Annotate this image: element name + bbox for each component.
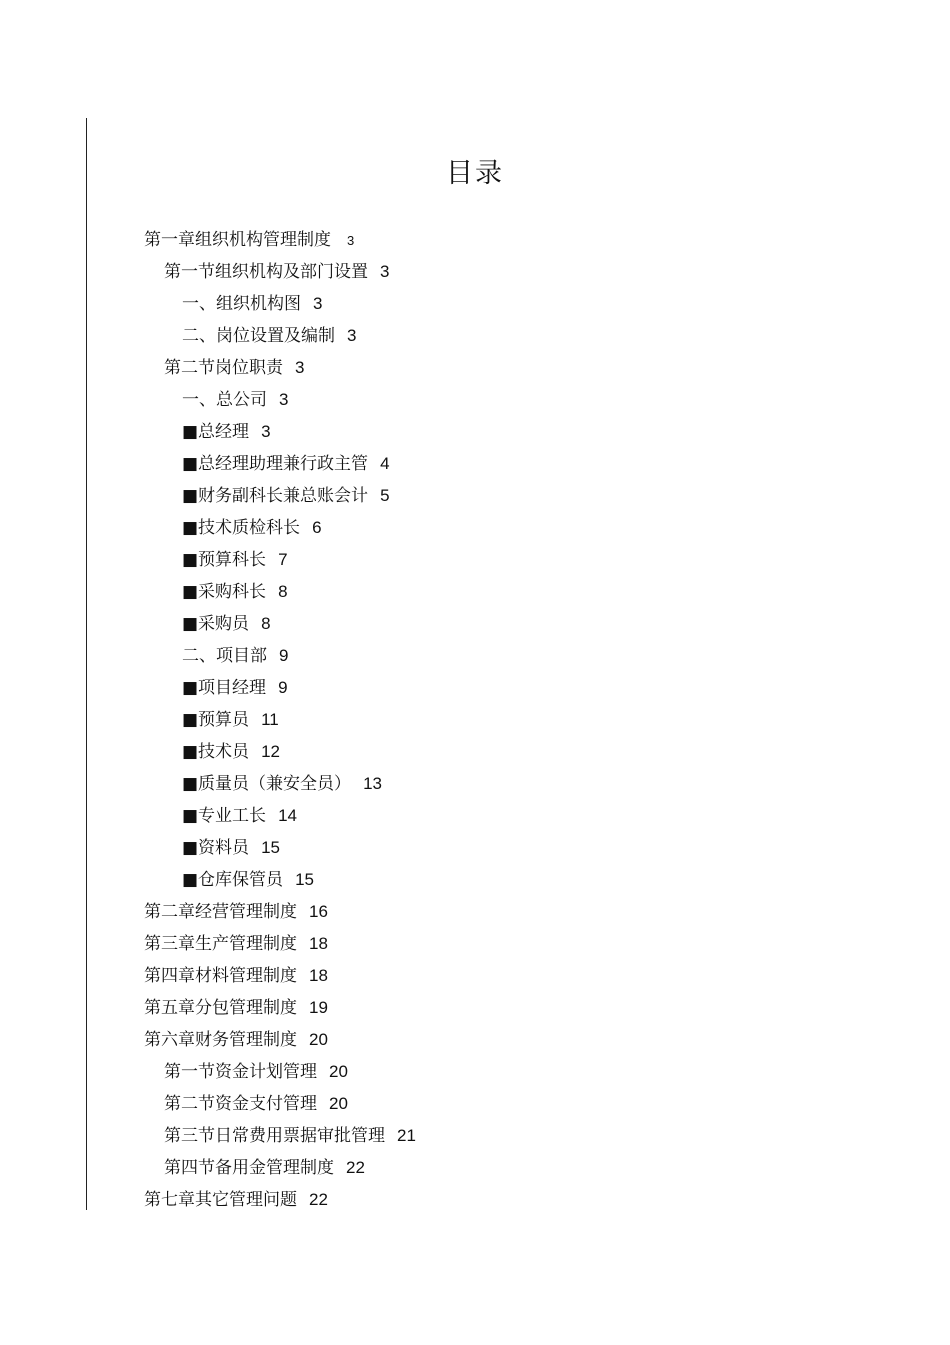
toc-entry-label: 二、岗位设置及编制 <box>182 326 335 346</box>
toc-entry-page: 12 <box>261 742 280 761</box>
toc-entry-label: ■总经理助理兼行政主管 <box>182 454 369 474</box>
toc-entry-page: 22 <box>346 1158 365 1177</box>
toc-entry[interactable] <box>0 864 950 896</box>
toc-entry-label: ■专业工长 <box>182 806 267 826</box>
toc-entry-label: 第五章分包管理制度 <box>144 998 297 1018</box>
toc-entry-label: 第三节日常费用票据审批管理 <box>164 1126 385 1146</box>
toc-entry-page: 18 <box>309 966 328 985</box>
toc-entry-label: ■技术员 <box>182 742 250 762</box>
toc-entry-page: 9 <box>278 678 288 697</box>
toc-title: 目录 <box>446 158 504 189</box>
toc-entry-label: 第一节组织机构及部门设置 <box>164 262 368 282</box>
toc-entry[interactable] <box>0 1088 950 1120</box>
toc-entry[interactable] <box>0 608 950 640</box>
toc-entry[interactable] <box>0 544 950 576</box>
toc-entry-label: ■项目经理 <box>182 678 267 698</box>
toc-entry[interactable] <box>0 736 950 768</box>
toc-entry-label: 第四节备用金管理制度 <box>164 1158 334 1178</box>
toc-entry-page: 15 <box>295 870 314 889</box>
toc-entry-label: ■预算员 <box>182 710 250 730</box>
toc-entry[interactable] <box>0 512 950 544</box>
toc-entry[interactable] <box>0 768 950 800</box>
toc-entry[interactable] <box>0 224 950 256</box>
toc-list <box>0 224 950 1216</box>
toc-entry-page: 3 <box>295 358 305 377</box>
toc-entry[interactable] <box>0 928 950 960</box>
toc-entry-label: ■质量员（兼安全员） <box>182 774 352 794</box>
toc-entry[interactable] <box>0 576 950 608</box>
toc-entry-page: 8 <box>261 614 271 633</box>
toc-entry-page: 20 <box>309 1030 328 1049</box>
toc-entry-page: 9 <box>279 646 289 665</box>
toc-entry-page: 21 <box>397 1126 416 1145</box>
toc-entry-label: 第一章组织机构管理制度 <box>144 230 331 250</box>
toc-entry-page: 11 <box>261 710 279 729</box>
toc-entry-page: 16 <box>309 902 328 921</box>
toc-entry[interactable] <box>0 960 950 992</box>
toc-entry-page: 7 <box>278 550 288 569</box>
toc-entry-label: ■财务副科长兼总账会计 <box>182 486 369 506</box>
toc-entry-page: 3 <box>313 294 323 313</box>
toc-entry-page: 13 <box>363 774 382 793</box>
toc-entry[interactable] <box>0 896 950 928</box>
toc-entry-label: 第七章其它管理问题 <box>144 1190 297 1210</box>
toc-entry-label: 第六章财务管理制度 <box>144 1030 297 1050</box>
toc-entry[interactable] <box>0 320 950 352</box>
toc-entry-page: 8 <box>278 582 288 601</box>
toc-entry[interactable] <box>0 992 950 1024</box>
toc-entry[interactable] <box>0 800 950 832</box>
toc-entry[interactable] <box>0 288 950 320</box>
toc-entry-label: ■资料员 <box>182 838 250 858</box>
toc-entry-label: 一、总公司 <box>182 390 267 410</box>
toc-entry[interactable] <box>0 832 950 864</box>
toc-entry[interactable] <box>0 672 950 704</box>
toc-entry[interactable] <box>0 704 950 736</box>
toc-entry[interactable] <box>0 352 950 384</box>
toc-entry[interactable] <box>0 1152 950 1184</box>
toc-entry-page: 14 <box>278 806 297 825</box>
toc-entry[interactable] <box>0 448 950 480</box>
toc-entry-label: ■技术质检科长 <box>182 518 301 538</box>
toc-entry-page: 6 <box>312 518 322 537</box>
toc-entry-page: 3 <box>380 262 390 281</box>
toc-entry-page: 3 <box>279 390 289 409</box>
toc-entry[interactable] <box>0 1120 950 1152</box>
toc-entry-page: 3 <box>261 422 271 441</box>
toc-entry[interactable] <box>0 640 950 672</box>
toc-entry[interactable] <box>0 416 950 448</box>
toc-entry-page: 22 <box>309 1190 328 1209</box>
toc-entry-page: 3 <box>347 326 357 345</box>
toc-entry-page: 19 <box>309 998 328 1017</box>
toc-entry-label: 第二节岗位职责 <box>164 358 283 378</box>
toc-entry-page: 18 <box>309 934 328 953</box>
toc-entry-label: 第二节资金支付管理 <box>164 1094 317 1114</box>
toc-entry[interactable] <box>0 480 950 512</box>
toc-entry-page: 4 <box>380 454 390 473</box>
toc-entry-label: ■仓库保管员 <box>182 870 284 890</box>
toc-entry-page: 5 <box>380 486 390 505</box>
toc-entry-label: ■采购科长 <box>182 582 267 602</box>
toc-entry[interactable] <box>0 1184 950 1216</box>
toc-entry-page: 20 <box>329 1062 348 1081</box>
toc-entry-label: 第三章生产管理制度 <box>144 934 297 954</box>
toc-entry-label: 第四章材料管理制度 <box>144 966 297 986</box>
toc-entry[interactable] <box>0 1024 950 1056</box>
toc-entry-label: ■预算科长 <box>182 550 267 570</box>
toc-entry-page: 15 <box>261 838 280 857</box>
toc-entry-page: 3 <box>347 233 355 248</box>
toc-entry-page: 20 <box>329 1094 348 1113</box>
toc-entry-label: ■采购员 <box>182 614 250 634</box>
toc-entry-label: 一、组织机构图 <box>182 294 301 314</box>
toc-entry-label: 第二章经营管理制度 <box>144 902 297 922</box>
toc-entry-label: ■总经理 <box>182 422 250 442</box>
toc-entry[interactable] <box>0 384 950 416</box>
toc-entry-label: 二、项目部 <box>182 646 267 666</box>
toc-entry[interactable] <box>0 256 950 288</box>
toc-entry[interactable] <box>0 1056 950 1088</box>
toc-entry-label: 第一节资金计划管理 <box>164 1062 317 1082</box>
